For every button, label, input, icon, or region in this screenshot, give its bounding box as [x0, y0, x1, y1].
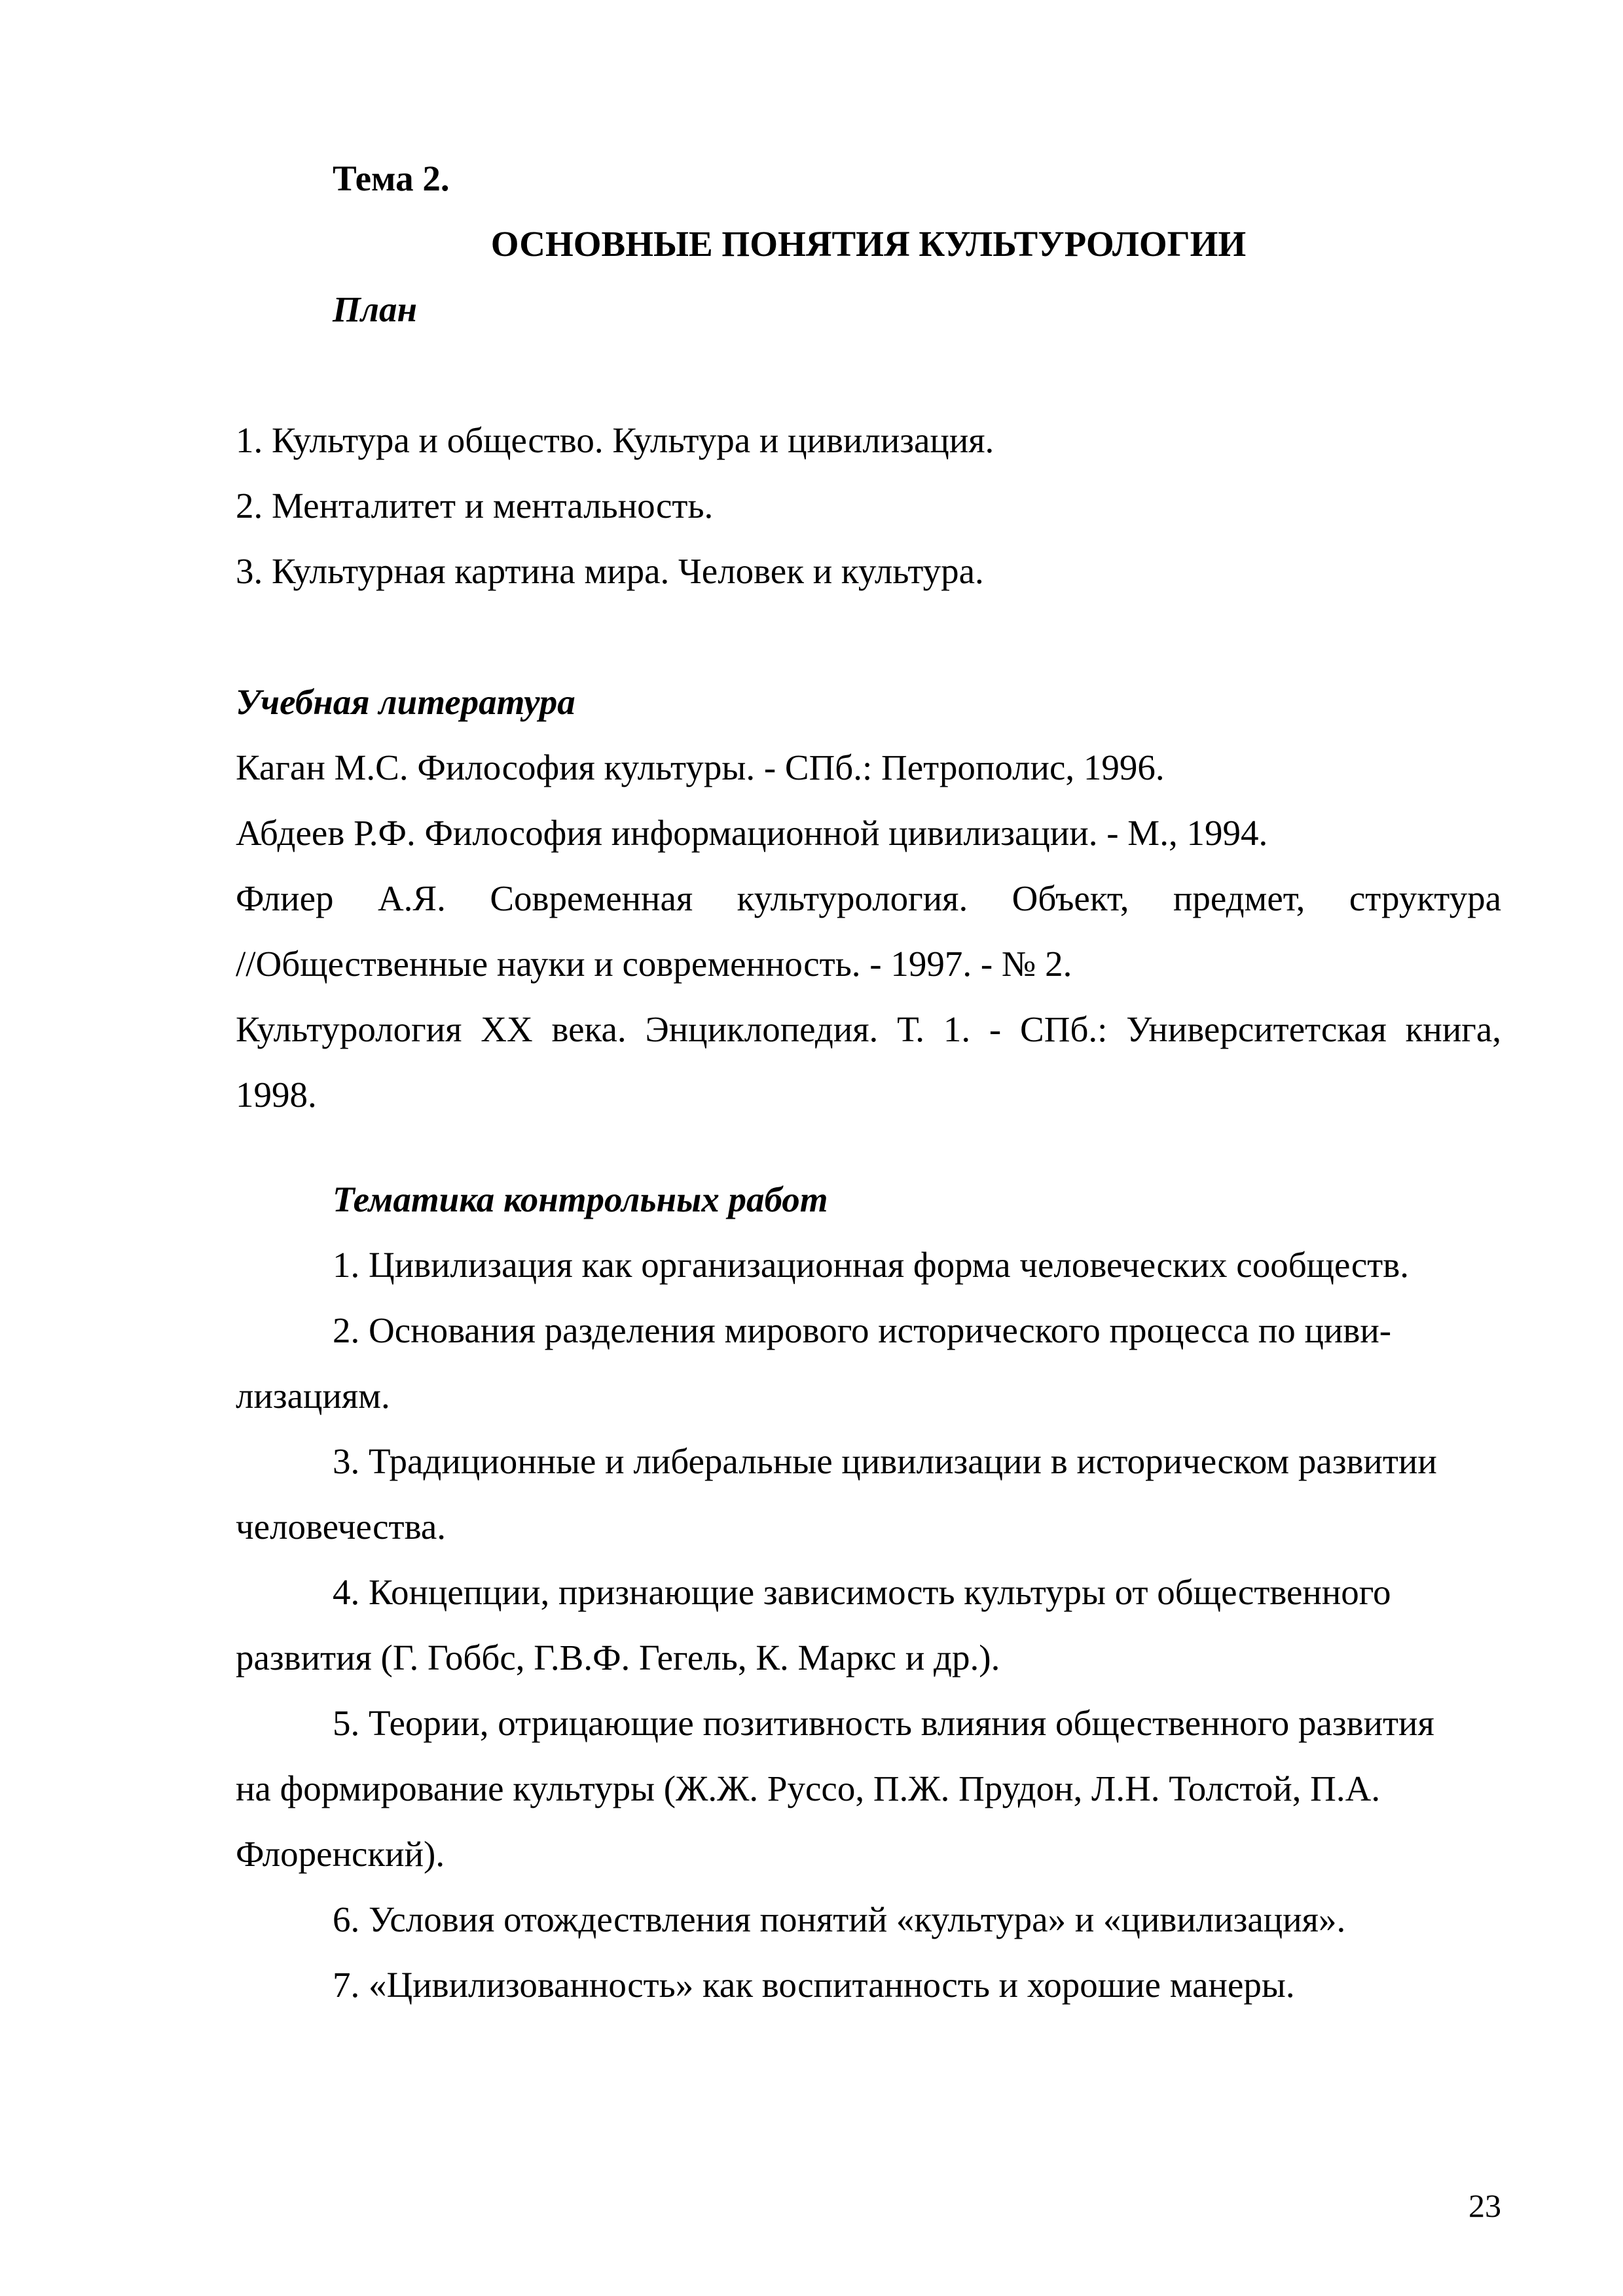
- document-page: [236, 0, 1501, 2296]
- plan-item: 3. Культурная картина мира. Человек и культура.: [236, 551, 984, 591]
- topic-number: Тема 2.: [333, 158, 450, 198]
- plan-item: 1. Культура и общество. Культура и цивилизация.: [236, 420, 994, 460]
- topic-line: Флоренский).: [236, 1834, 445, 1874]
- topics-heading: Тематика контрольных работ: [333, 1179, 828, 1219]
- topic-line: развития (Г. Гоббс, Г.В.Ф. Гегель, К. Маркс и др.).: [236, 1638, 1000, 1677]
- topic-line: 7. «Цивилизованность» как воспитанность и хорошие манеры.: [333, 1965, 1295, 2005]
- plan-item: 2. Менталитет и ментальность.: [236, 486, 714, 526]
- literature-line: Абдеев Р.Ф. Философия информационной цивилизации. - М., 1994.: [236, 813, 1268, 853]
- topic-line: 1. Цивилизация как организационная форма человеческих сообществ.: [333, 1245, 1409, 1285]
- topic-line: на формирование культуры (Ж.Ж. Руссо, П.Ж. Прудон, Л.Н. Толстой, П.А.: [236, 1768, 1381, 1808]
- topic-line: 3. Традиционные и либеральные цивилизации в историческом развитии: [333, 1441, 1437, 1481]
- topic-line: 5. Теории, отрицающие позитивность влияния общественного развития: [333, 1703, 1434, 1743]
- literature-line: 1998.: [236, 1075, 317, 1115]
- plan-label: План: [333, 289, 418, 329]
- topic-line: 4. Концепции, признающие зависимость культуры от общественного: [333, 1572, 1391, 1612]
- topic-line: лизациям.: [236, 1376, 390, 1416]
- literature-line: Каган М.С. Философия культуры. - СПб.: Петрополис, 1996.: [236, 747, 1165, 787]
- topic-line: человечества.: [236, 1507, 447, 1547]
- topic-title: ОСНОВНЫЕ ПОНЯТИЯ КУЛЬТУРОЛОГИИ: [490, 224, 1247, 264]
- topic-line: 2. Основания разделения мирового исторического процесса по циви-: [333, 1310, 1392, 1350]
- literature-heading: Учебная литература: [236, 682, 575, 722]
- page-number: 23: [1468, 2187, 1501, 2224]
- literature-line: Флиер А.Я. Современная культурология. Объект, предмет, структура: [236, 878, 1501, 918]
- literature-line: //Общественные науки и современность. - 1997. - № 2.: [236, 944, 1072, 984]
- literature-line: Культурология XX века. Энциклопедия. Т. 1. - СПб.: Университетская книга,: [236, 1009, 1501, 1049]
- topic-line: 6. Условия отождествления понятий «культура» и «цивилизация».: [333, 1899, 1346, 1939]
